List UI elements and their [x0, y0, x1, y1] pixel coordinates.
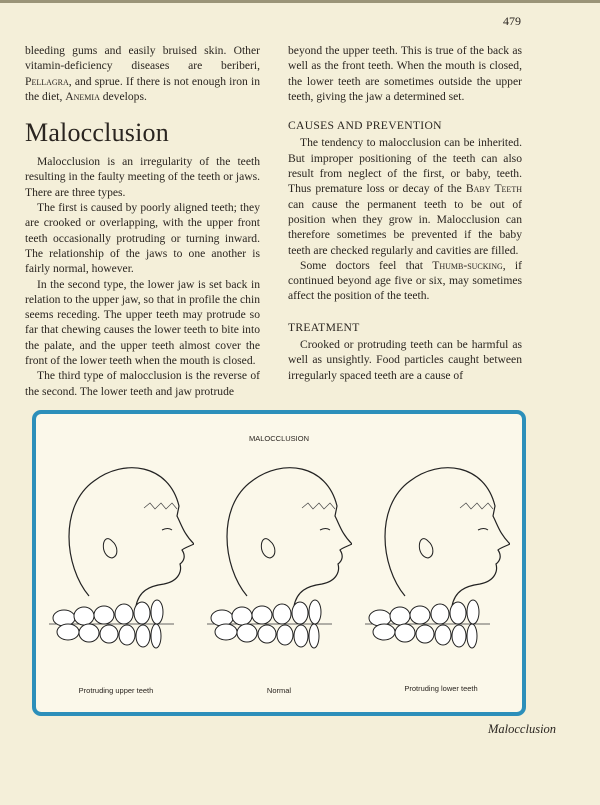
- cross-reference-baby-teeth[interactable]: Baby Teeth: [465, 182, 522, 196]
- page-number: 479: [503, 14, 521, 28]
- paragraph: beyond the upper teeth. This is true of the back as well as the front teeth. When the mouth is closed, the lower teeth are sometimes outside the upper teeth, giving the jaw a determined set.: [288, 44, 522, 103]
- panel-protruding-lower: [360, 446, 510, 686]
- paragraph: The third type of malocclusion is the reverse of the second. The lower teeth and jaw protrude: [25, 369, 260, 398]
- label-protruding-upper: Protruding upper teeth: [78, 686, 154, 695]
- text: Some doctors feel that: [300, 258, 433, 272]
- paragraph: The first is caused by poorly aligned teeth; they are crooked or overlapping, with the upper front teeth occasionally protruding or turning inward. The relationship of the jaws to one another is fairly normal, however.: [25, 201, 260, 276]
- panel-protruding-upper: [44, 446, 194, 686]
- text: bleeding gums and easily bruised skin. Other vitamin-deficiency diseases are beriberi,: [25, 44, 260, 73]
- label-protruding-lower: Protruding lower teeth: [404, 684, 478, 693]
- head-profile-illustration: [360, 446, 510, 686]
- cross-reference-anemia[interactable]: Anemia: [65, 89, 100, 103]
- paragraph: [25, 43, 260, 104]
- right-column: [288, 43, 522, 383]
- paragraph: Crooked or protruding teeth can be harmful as well as unsightly. Food particles caught between irregularly spaced teeth are a cause of: [288, 338, 522, 382]
- text: , if continued beyond age five or six, may sometimes affect the position of the teeth.: [288, 258, 522, 303]
- text: develops.: [99, 89, 147, 103]
- paragraph: In the second type, the lower jaw is set back in relation to the upper jaw, so that in profile the chin seems receding. The upper teeth may protrude so far that chewing causes the lower teeth to bite into the palate, and the upper teeth almost cover the front of the lower teeth when the mouth is closed.: [25, 277, 260, 368]
- text: can cause the permanent teeth to be out of position when they grow in. Malocclusion can therefore sometimes be prevented if the baby teeth are checked regularly and cavities are filled.: [288, 197, 522, 257]
- page-top-edge: [0, 0, 600, 3]
- text: The tendency to malocclusion can be inherited. But improper positioning of the teeth can also result from neglect of the first, or baby, teeth. Thus premature loss or decay of the: [288, 136, 522, 196]
- malocclusion-figure: [32, 410, 526, 716]
- paragraph: [288, 135, 522, 257]
- text: , and sprue. If there is not enough iron in the diet,: [25, 74, 260, 103]
- section-heading: Malocclusion: [25, 118, 169, 148]
- figure-caption: Malocclusion: [488, 722, 557, 736]
- subheading-treatment: TREATMENT: [288, 320, 360, 334]
- panel-normal: [202, 446, 352, 686]
- paragraph: [288, 258, 522, 304]
- cross-reference-thumb-sucking[interactable]: Thumb-sucking: [432, 258, 503, 272]
- left-column: [25, 43, 260, 399]
- subheading-causes: CAUSES AND PREVENTION: [288, 119, 442, 133]
- head-profile-illustration: [44, 446, 194, 686]
- head-profile-illustration: [202, 446, 352, 686]
- label-normal: Normal: [266, 686, 292, 695]
- figure-title: MALOCCLUSION: [248, 434, 309, 443]
- paragraph: Malocclusion is an irregularity of the teeth resulting in the faulty meeting of the teeth or jaws. There are three types.: [25, 155, 260, 199]
- cross-reference-pellagra[interactable]: Pellagra: [25, 74, 69, 88]
